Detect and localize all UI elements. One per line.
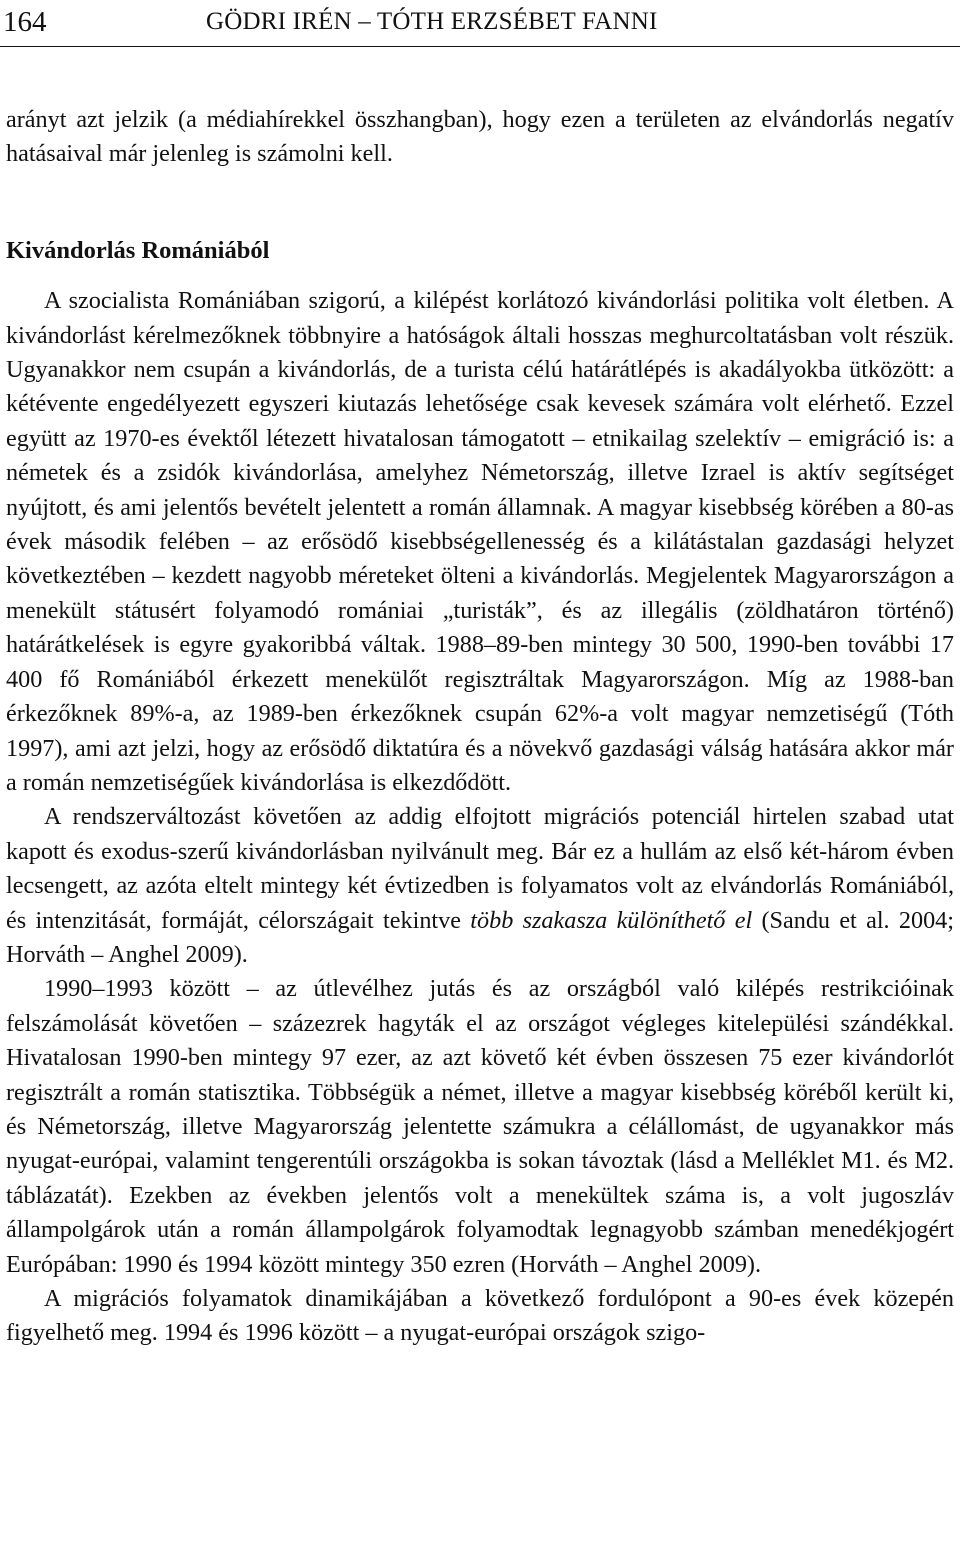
paragraph-1: A szocialista Romániában szigorú, a kilépést korlátozó kivándorlási politika volt életben. A kivándorlást kérelmezőknek többnyire a hatóságok általi hosszas meghurcoltatásban volt részük. Ugyanakkor nem csupán a kivándorlás, de a turista célú határátlépés is akadályokba ütközött: a kétévente engedélyezett egyszeri kiutazás lehetősége csak kevesek számára volt elérhető. Ezzel együtt az 1970-es évektől létezett hivatalosan támogatott – etnikailag szelektív – emigráció is: a németek és a zsidók kivándorlása, amelyhez Németország, illetve Izrael is aktív segítséget nyújtott, és ami jelentős bevételt jelentett a román államnak. A magyar kisebbség körében a 80-as évek második felében – az erősödő kisebbségellenesség és a kilátástalan gazdasági helyzet következtében – kezdett nagyobb méreteket ölteni a kivándorlás. Megjelentek Magyarországon a menekült státusért folyamodó romániai „turisták”, és az illegális (zöldhatáron történő) határátkelések is egyre gyakoribbá váltak. 1988–89-ben mintegy 30 500, 1990-ben további 17 400 fő Romániából érkezett menekülőt regisztráltak Magyarországon. Míg az 1988-ban érkezőknek 89%-a, az 1989-ben érkezőknek csupán 62%-a volt magyar nemzetiségű (Tóth 1997), ami azt jelzi, hogy az erősödő diktatúra és a növekvő gazdasági válság hatására akkor már a román nemzetiségűek kivándorlása is elkezdődött.	[6, 287, 954, 796]
paragraph-continuation: arányt azt jelzik (a médiahírekkel összhangban), hogy ezen a területen az elvándorlás negatív hatásaival már jelenleg is számolni kell.	[6, 106, 954, 168]
section-title: Kivándorlás Romániából	[6, 236, 270, 264]
page-body	[6, 103, 954, 1351]
running-head: GÖDRI IRÉN – TÓTH ERZSÉBET FANNI	[206, 8, 658, 35]
page-number: 164	[3, 5, 47, 38]
paragraph-3: 1990–1993 között – az útlevélhez jutás és az országból való kilépés restrikcióinak felszámolását követően – százezrek hagyták el az országot végleges kitelepülési szándékkal. Hivatalosan 1990-ben mintegy 97 ezer, az azt követő két évben összesen 75 ezer kivándorlót regisztrált a román statisztika. Többségük a német, illetve a magyar kisebbség köréből került ki, és Németország, illetve Magyarország jelentette számukra a célállomást, de ugyanakkor más nyugat-európai, valamint tengerentúli országokba is sokan távoztak (lásd a Melléklet M1. és M2. táblázatát). Ezekben az években jelentős volt a menekültek száma is, a volt jugoszláv állampolgárok után a román állampolgárok folyamodtak legnagyobb számban menedékjogért Európában: 1990 és 1994 között mintegy 350 ezren (Horváth – Anghel 2009).	[6, 975, 954, 1278]
paragraph-2-text-a: A rendszerváltozást követően az addig elfojtott migrációs potenciál hirtelen szabad utat kapott és exodus-szerű kivándorlásban nyilvánult meg. Bár ez a hullám az első két-három évben lecsengett, az azóta eltelt mintegy két évtizedben is folyamatos volt az elvándorlás Romániából, és intenzitását, formáját, célországait tekintve	[6, 803, 954, 934]
paragraph-2	[6, 800, 954, 972]
page-header	[0, 0, 960, 44]
paragraph-2-emphasis: több szakasza különíthető el	[470, 906, 753, 934]
paragraph-4: A migrációs folyamatok dinamikájában a következő fordulópont a 90-es évek közepén figyelhető meg. 1994 és 1996 között – a nyugat-európai országok szigo-	[6, 1285, 954, 1347]
paragraph-2-text-b: (Sandu et al. 2004; Horváth – Anghel 2009).	[6, 906, 954, 968]
header-rule	[0, 46, 960, 47]
